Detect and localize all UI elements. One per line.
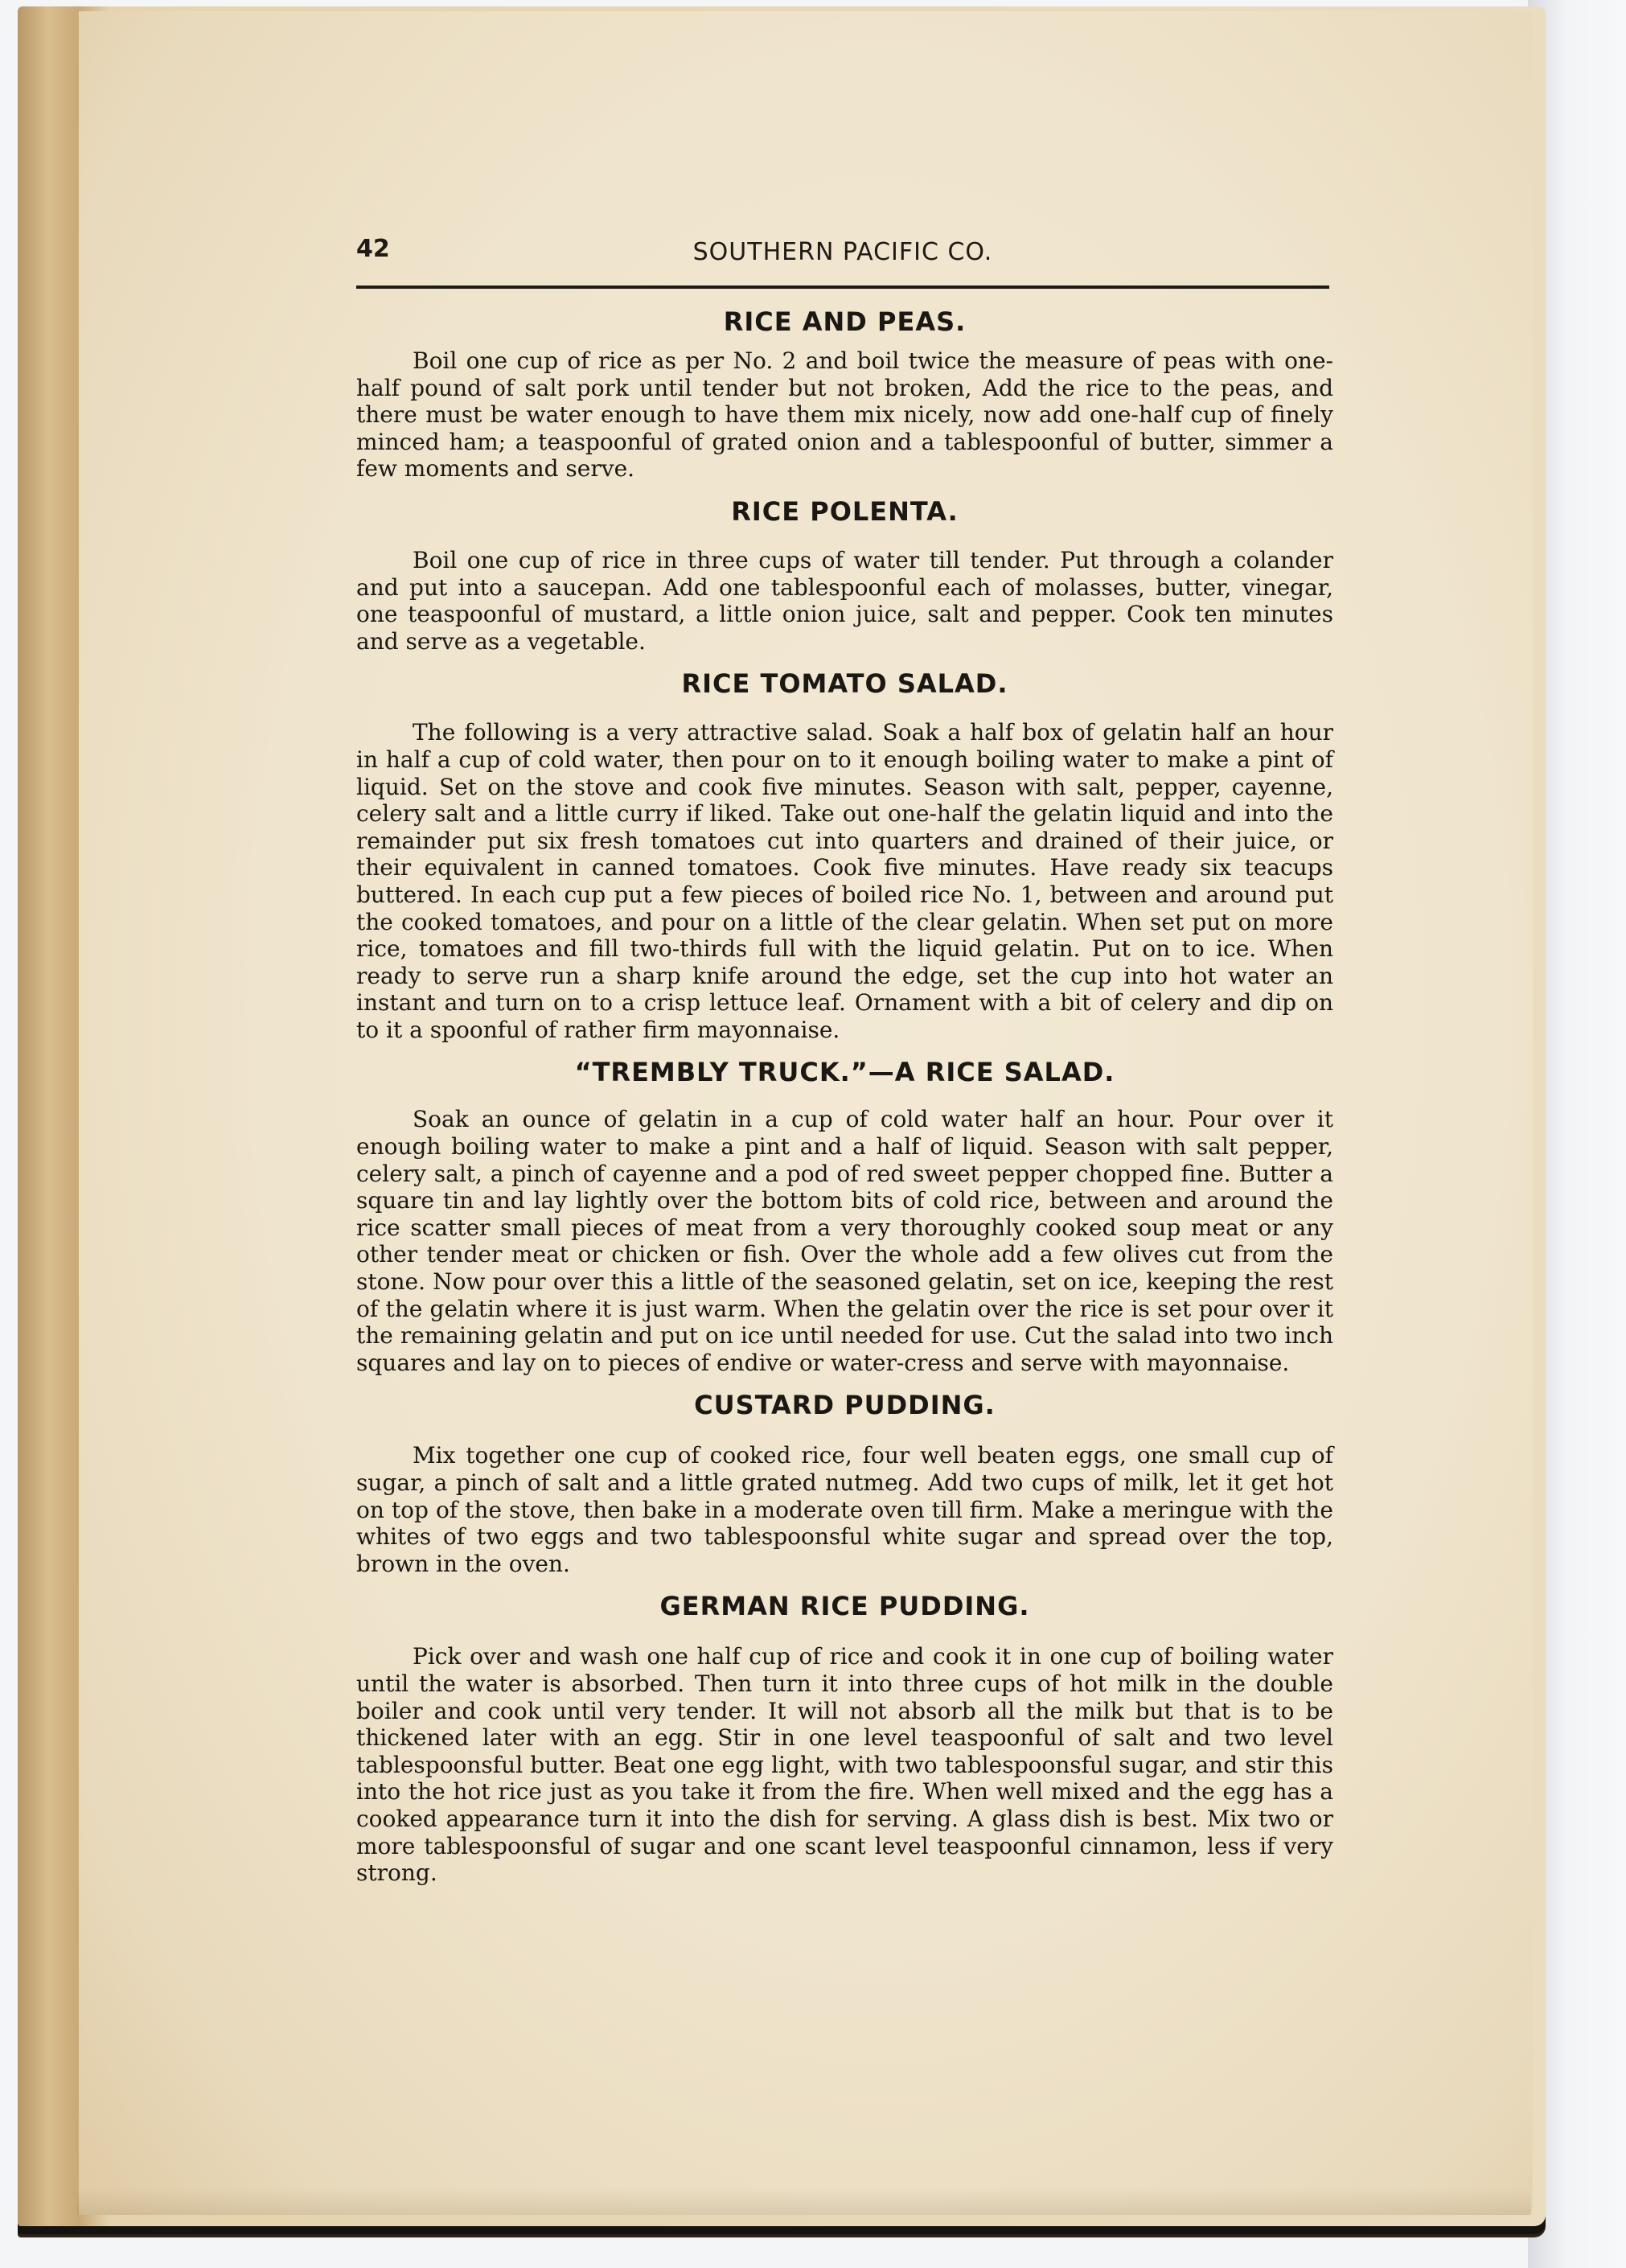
page-content — [356, 304, 1333, 1887]
recipe-body: Soak an ounce of gelatin in a cup of cold water half an hour. Pour over it enough boiling water to make a pint and a half of liquid. Season with salt pepper, celery salt, a pinch of cayenne and a pod of red sweet pepper chopped fine. Butter a square tin and lay lightly over the bottom bits of cold rice, between and around the rice scatter small pieces of meat from a very thoroughly cooked soup meat or any other tender meat or chicken or fish. Over the whole add a few olives cut from the stone. Now pour over this a little of the seasoned gelatin, set on ice, keeping the rest of the gelatin where it is just warm. When the gelatin over the rice is set pour over it the remaining gelatin and put on ice until needed for use. Cut the salad into two inch squares and lay on to pieces of endive or water-cress and serve with mayonnaise. — [356, 1106, 1333, 1376]
recipe-body: Boil one cup of rice in three cups of water till tender. Put through a colander and put into a saucepan. Add one tablespoonful each of molasses, butter, vinegar, one teaspoonful of mustard, a little onion juice, salt and pepper. Cook ten minutes and serve as a vegetable. — [356, 546, 1333, 655]
recipe-title: RICE TOMATO SALAD. — [681, 668, 1008, 700]
recipe-rice-tomato-salad — [356, 666, 1333, 1043]
recipe-rice-and-peas — [356, 304, 1333, 483]
recipe-title: “TREMBLY TRUCK.”—A RICE SALAD. — [574, 1057, 1115, 1088]
page-number: 42 — [356, 235, 390, 263]
recipe-title: RICE AND PEAS. — [723, 306, 967, 337]
header-rule — [356, 286, 1329, 289]
recipe-trembly-truck — [356, 1054, 1333, 1376]
page-bottom-edge — [77, 2188, 1531, 2215]
recipe-body: Mix together one cup of cooked rice, four well beaten eggs, one small cup of sugar, a pinch of salt and a little grated nutmeg. Add two cups of milk, let it get hot on top of the stove, then bake in a moderate oven till firm. Make a meringue with the whites of two eggs and two tablespoonsful white sugar and spread over the top, brown in the oven. — [356, 1442, 1333, 1577]
recipe-title: RICE POLENTA. — [731, 495, 959, 527]
recipe-title: GERMAN RICE PUDDING. — [659, 1591, 1030, 1622]
recipe-body: Pick over and wash one half cup of rice and cook it in one cup of boiling water until the water is absorbed. Then turn it into three cups of hot milk in the double boiler and cook until very tender. It will not absorb all the milk but that is to be thickened later with an egg. Stir in one level teaspoonful of salt and two level tablespoonsful butter. Beat one egg light, with two tablespoonsful sugar, and stir this into the hot rice just as you take it from the fire. When well mixed and the egg has a cooked appearance turn it into the dish for serving. A glass dish is best. Mix two or more tablespoonsful of sugar and one scant level teaspoonful cinnamon, less if very strong. — [356, 1643, 1333, 1887]
recipe-body: The following is a very attractive salad. Soak a half box of gelatin half an hour in half a cup of cold water, then pour on to it enough boiling water to make a pint of liquid. Set on the stove and cook five minutes. Season with salt, pepper, cayenne, celery salt and a little curry if liked. Take out one-half the gelatin liquid and into the remainder put six fresh tomatoes cut into quarters and drained of their juice, or their equivalent in canned tomatoes. Cook five minutes. Have ready six teacups buttered. In each cup put a few pieces of boiled rice No. 1, between and around put the cooked tomatoes, and pour on a little of the clear gelatin. When set put on more rice, tomatoes and fill two-thirds full with the liquid gelatin. Put on to ice. When ready to serve run a sharp knife around the edge, set the cup into hot water an instant and turn on to a crisp lettuce leaf. Ornament with a bit of celery and dip on to it a spoonful of rather firm mayonnaise. — [356, 719, 1333, 1043]
page-header — [356, 230, 1329, 275]
recipe-body: Boil one cup of rice as per No. 2 and boil twice the measure of peas with one-half pound of salt pork until tender but not broken, Add the rice to the peas, and there must be water enough to have them mix nicely, now add one-half cup of finely minced ham; a teaspoonful of grated onion and a tablespoonful of butter, simmer a few moments and serve. — [356, 347, 1333, 483]
running-head: SOUTHERN PACIFIC CO. — [692, 238, 993, 266]
recipe-title: CUSTARD PUDDING. — [694, 1390, 996, 1421]
recipe-german-rice-pudding — [356, 1588, 1333, 1886]
recipe-custard-pudding — [356, 1387, 1333, 1577]
recipe-rice-polenta — [356, 494, 1333, 655]
